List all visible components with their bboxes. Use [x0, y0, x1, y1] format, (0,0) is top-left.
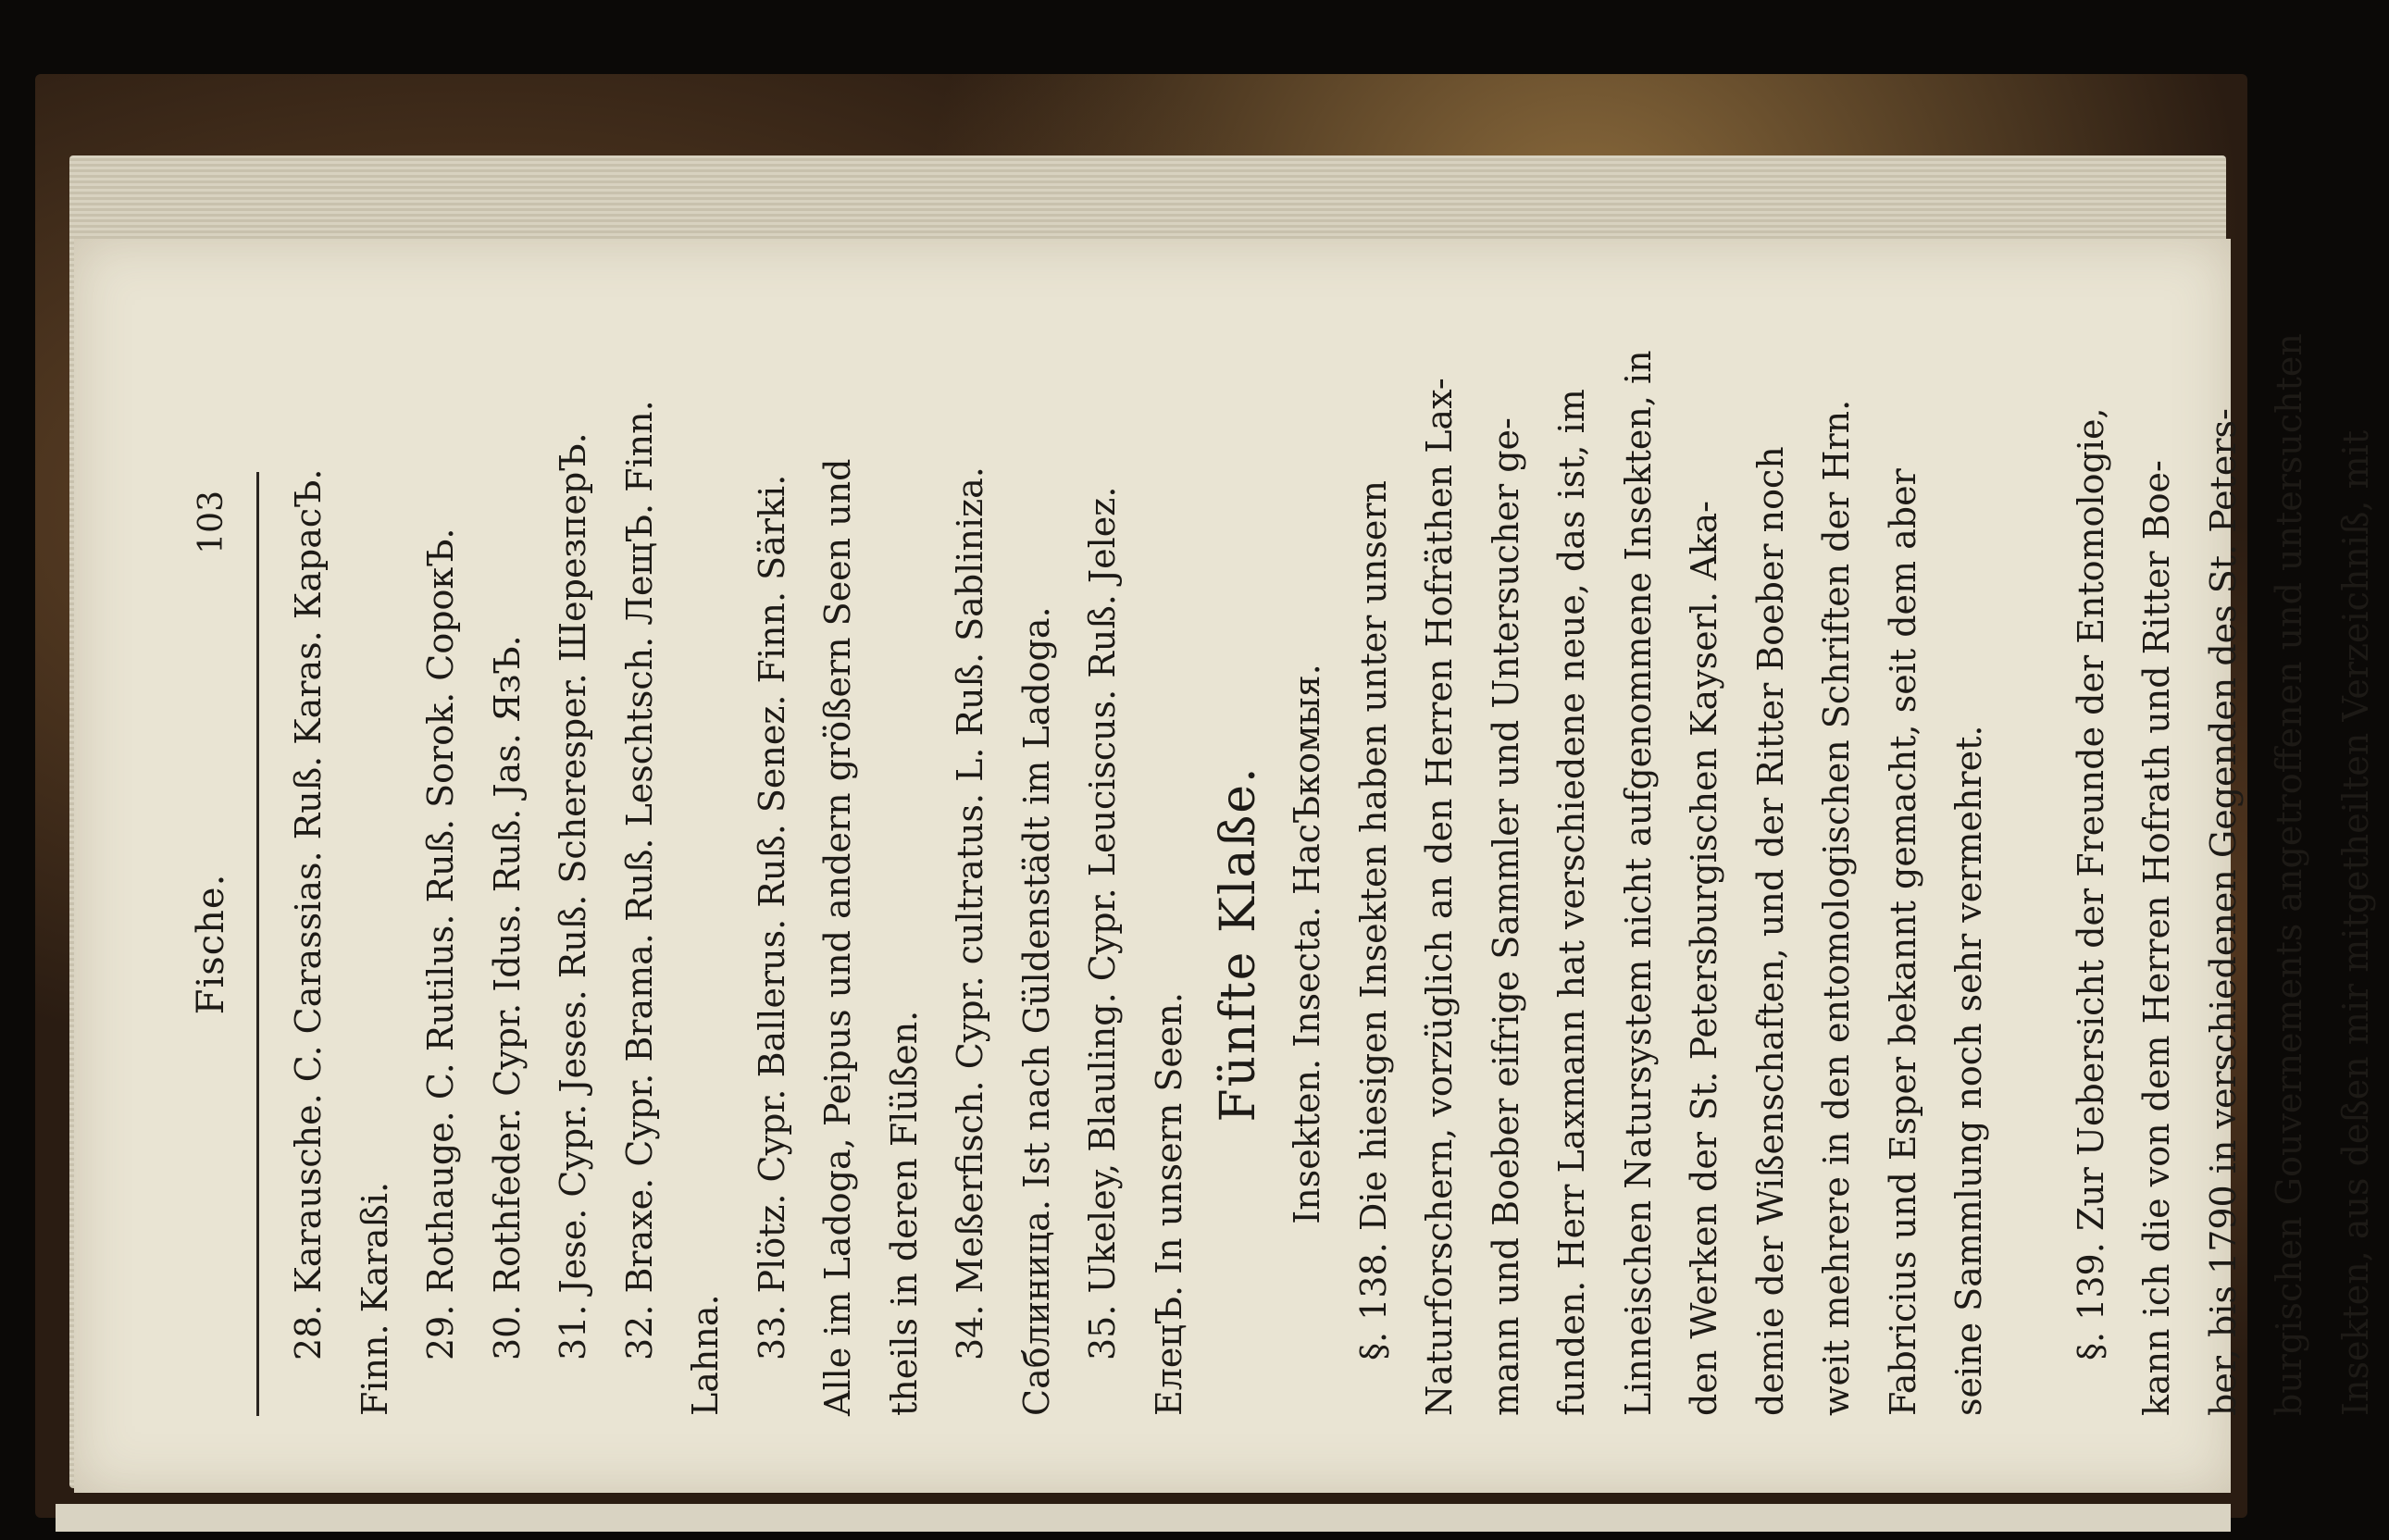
text-line: weit mehrere in den entomologischen Schriften der Hrn.	[1816, 399, 1857, 1416]
text-line: 32. Braxe. Cypr. Brama. Ruß. Leschtsch. ЛещЪ. Finn.	[618, 400, 660, 1360]
text-line: Linneischen Natursystem nicht aufgenommene Insekten, in	[1617, 350, 1659, 1416]
text-line: ber, bis 1790 in verschiedenen Gegenden des St. Peters-	[2202, 408, 2244, 1416]
text-line: 35. Ukeley, Blauling. Cypr. Leuciscus. Ruß. Jelez.	[1082, 486, 1123, 1360]
text-line: ЕлецЪ. In unsern Seen.	[1148, 992, 1189, 1416]
text-line: Lahna.	[685, 1294, 726, 1416]
text-line: 30. Rothfeder. Cypr. Idus. Ruß. Jas. ЯзЪ.	[486, 635, 528, 1360]
text-line: seine Sammlung noch sehr vermehret.	[1948, 725, 1989, 1416]
page-bottom-edge	[56, 1504, 2231, 1532]
text-line: kann ich die von dem Herren Hofrath und Ritter Boe-	[2136, 460, 2177, 1416]
text-line: Саблиница. Ist nach Güldenstädt im Ladoga.	[1015, 606, 1057, 1416]
page-header	[179, 472, 245, 1416]
paragraph-gap	[2003, 472, 2059, 1416]
text-line: Naturforschern, vorzüglich an den Herren Hofräthen Lax-	[1419, 378, 1460, 1416]
text-line: Insekten, aus deßen mir mitgetheilten Verzeichniß, mit	[2334, 429, 2376, 1416]
page-text-block	[179, 333, 2376, 1416]
text-line: 28. Karausche. C. Carassias. Ruß. Karas. КарасЪ.	[288, 468, 329, 1360]
text-line: den Werken der St. Petersburgischen Kayserl. Aka-	[1684, 500, 1724, 1416]
text-line: demie der Wißenschaften, und der Ritter Boeber noch	[1749, 446, 1791, 1416]
text-line: 29. Rothauge. C. Rutilus. Ruß. Sorok. СорокЪ.	[420, 528, 461, 1360]
text-line: 31. Jese. Cypr. Jeses. Ruß. Scheresper. ШерезперЪ.	[553, 432, 593, 1360]
page-number: 103	[193, 491, 230, 554]
section-heading: Fünfte Klaße.	[1211, 765, 1266, 1123]
text-line: Finn. Karaßi.	[354, 1181, 395, 1416]
text-line: mann und Boeber eifrige Sammler und Untersucher ge-	[1485, 417, 1526, 1416]
text-line: theils in deren Flüßen.	[883, 1010, 925, 1416]
text-line: burgischen Gouvernements angetroffenen und untersuchten	[2269, 333, 2309, 1416]
section-subtitle: Insekten. Insecta. НасЪкомыя.	[1287, 664, 1327, 1224]
text-line: §. 139. Zur Uebersicht der Freunde der Entomologie,	[2070, 407, 2111, 1360]
text-line: §. 138. Die hiesigen Insekten haben unter unsern	[1352, 479, 1394, 1360]
header-rule	[256, 472, 259, 1416]
text-line: 33. Plötz. Cypr. Ballerus. Ruß. Senez. Finn. Särki.	[751, 474, 792, 1360]
text-line: Alle im Ladoga, Peipus und andern größern Seen und	[817, 458, 858, 1416]
text-line: Fabricius und Esper bekannt gemacht, seit dem aber	[1882, 468, 1923, 1416]
text-line: funden. Herr Laxmann hat verschiedene neue, das ist, im	[1551, 389, 1592, 1416]
running-title: Fische.	[190, 873, 232, 1015]
text-line: 34. Meßerfisch. Cypr. cultratus. L. Ruß. Sabliniza.	[950, 466, 990, 1360]
